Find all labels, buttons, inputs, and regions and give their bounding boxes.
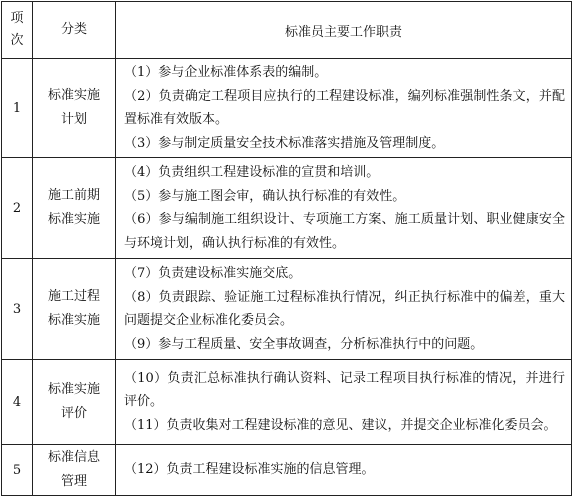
header-item-no-line1: 项	[10, 11, 24, 26]
duty-item: （9）参与工程质量、安全事故调查，分析标准执行中的问题。	[124, 336, 484, 352]
row-category-line2: 标准实施	[47, 313, 100, 328]
table-row	[2, 360, 572, 445]
row-number: 2	[2, 158, 33, 259]
duty-item: （2）负责确定工程项目应执行的工程建设标准，编列标准强制性条文，并配置标准有效版本。	[124, 88, 565, 127]
duty-item: （1）参与企业标准体系表的编制。	[124, 65, 328, 80]
table-header-row	[2, 2, 572, 59]
row-category-line2: 管理	[60, 474, 87, 489]
row-number: 5	[2, 445, 33, 496]
header-category: 分类	[33, 2, 116, 59]
row-duties	[116, 259, 572, 360]
row-category	[33, 360, 116, 445]
row-number: 3	[2, 259, 33, 360]
table-row	[2, 59, 572, 158]
table-row	[2, 158, 572, 259]
duty-item: （3）参与制定质量安全技术标准落实措施及管理制度。	[124, 135, 445, 151]
duty-item: （10）负责汇总标准执行确认资料、记录工程项目执行标准的情况，并进行评价。	[124, 370, 565, 410]
table-row	[2, 445, 572, 496]
row-number: 1	[2, 59, 33, 158]
row-category	[33, 59, 116, 158]
row-category-line1: 标准实施	[47, 88, 100, 103]
duty-item: （8）负责跟踪、验证施工过程标准执行情况，纠正执行标准中的偏差，重大问题提交企业标准化委员会。	[124, 289, 565, 328]
duty-item: （4）负责组织工程建设标准的宣贯和培训。	[124, 165, 380, 180]
row-category-line1: 施工前期	[47, 188, 100, 203]
duty-item: （5）参与施工图会审，确认执行标准的有效性。	[124, 188, 406, 204]
header-duty: 标准员主要工作职责	[116, 2, 572, 59]
row-category-line1: 标准实施	[47, 382, 100, 397]
duty-table	[1, 1, 572, 496]
row-duties	[116, 59, 572, 158]
duty-item: （7）负责建设标准实施交底。	[124, 266, 302, 281]
row-category	[33, 445, 116, 496]
row-duties	[116, 158, 572, 259]
duty-item: （6）参与编制施工组织设计、专项施工方案、施工质量计划、职业健康安全与环境计划，确认执行标准的有效性。	[124, 212, 565, 251]
row-duties	[116, 360, 572, 445]
table-row	[2, 259, 572, 360]
row-category	[33, 158, 116, 259]
duty-table-container	[1, 1, 572, 489]
duty-item: （11）负责收集对工程建设标准的意见、建议，并提交企业标准化委员会。	[124, 417, 557, 433]
header-item-no-line2: 次	[10, 33, 24, 48]
row-category-line1: 标准信息	[47, 450, 100, 465]
header-item-no	[2, 2, 33, 59]
row-duties	[116, 445, 572, 496]
row-category-line2: 评价	[60, 406, 87, 421]
row-category	[33, 259, 116, 360]
row-category-line2: 计划	[60, 112, 87, 127]
row-category-line1: 施工过程	[47, 289, 100, 304]
row-category-line2: 标准实施	[47, 212, 100, 227]
row-number: 4	[2, 360, 33, 445]
duty-item: （12）负责工程建设标准实施的信息管理。	[124, 462, 375, 478]
